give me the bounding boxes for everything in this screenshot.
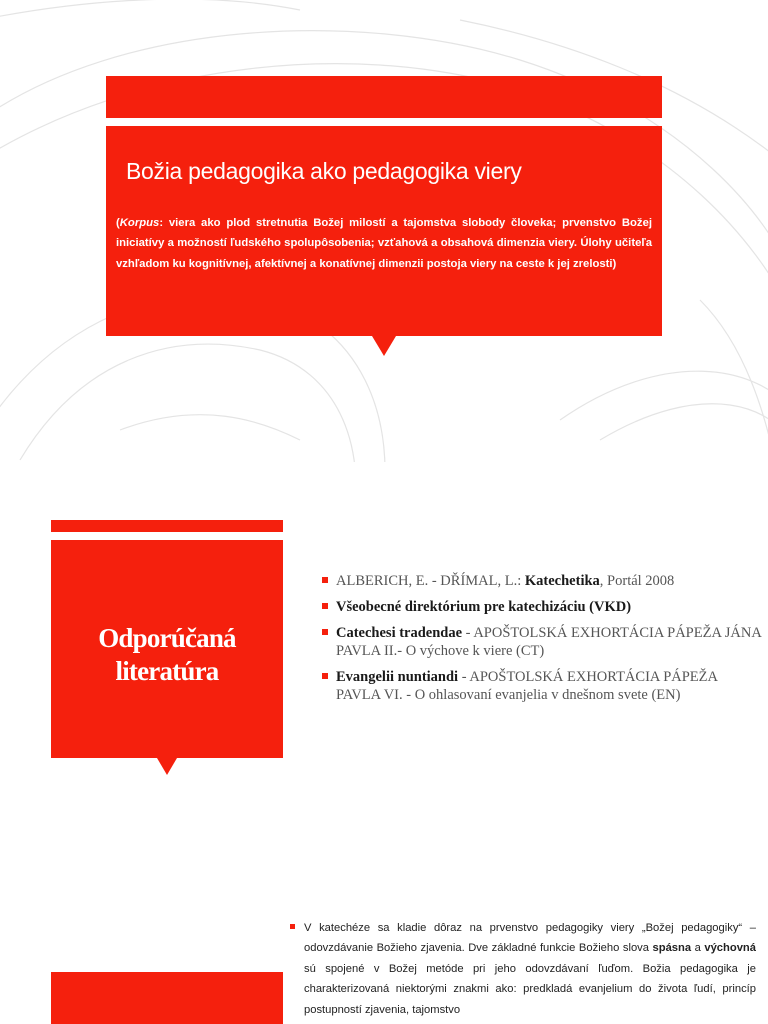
slide-title: Božia pedagogika ako pedagogika viery xyxy=(126,158,522,184)
list-item: ALBERICH, E. - DŘÍMAL, L.: Katechetika, Portál 2008 xyxy=(322,572,762,590)
slide-1 xyxy=(0,0,768,440)
corpus-label: Korpus xyxy=(119,217,160,229)
pointer-arrow-icon xyxy=(157,758,177,775)
recommended-literature-heading xyxy=(51,622,283,688)
title-bar-decoration xyxy=(106,76,662,118)
list-item: Catechesi tradendae - APOŠTOLSKÁ EXHORTÁCIA PÁPEŽA JÁNA PAVLA II.- O výchove k viere (CT) xyxy=(322,624,762,660)
bullet-icon xyxy=(322,629,328,635)
bullet-icon xyxy=(322,673,328,679)
list-item: V katechéze sa kladie dôraz na prvenstvo pedagogiky viery „Božej pedagogiky“ – odovzdávanie Božieho zjavenia. Dve základné funkcie Božieho slova spásna a výchovná sú spojené v Božej metóde pri jeho odovzdávaní ľuďom. Božia pedagogika je charakterizovaná niektorými znakmi ako: predkladá evanjelium do života ľudí, princíp postupností zjavenia, tajomstvo xyxy=(290,918,756,1020)
list-item: Všeobecné direktórium pre katechizáciu (VKD) xyxy=(322,598,762,616)
corpus-text: : viera ako plod stretnutia Božej milostí a tajomstva slobody človeka; prvenstvo Božej iniciatívy a možností ľudského spolupôsobenia; vzťahová a obsahová dimenzia viery. Úlohy učiteľa vzhľadom ku kognitívnej, afektívnej a konatívnej dimenzii postoja viery na ceste k jej zrelosti) xyxy=(116,217,652,270)
literature-list xyxy=(322,572,762,712)
pedagogy-text xyxy=(290,918,756,1020)
corpus-open-paren: ( xyxy=(116,217,120,229)
slide-3 xyxy=(0,860,768,1024)
bullet-icon xyxy=(322,577,328,583)
corpus-description xyxy=(116,213,652,274)
heading-bar-decoration xyxy=(51,520,283,532)
pointer-arrow-icon xyxy=(372,336,396,356)
heading-line-2: literatúra xyxy=(115,656,219,686)
bullet-icon xyxy=(290,924,295,929)
heading-line-1: Odporúčaná xyxy=(98,623,236,653)
slide-2 xyxy=(0,462,768,842)
list-item: Evangelii nuntiandi - APOŠTOLSKÁ EXHORTÁCIA PÁPEŽA PAVLA VI. - O ohlasovaní evanjelia v dnešnom svete (EN) xyxy=(322,668,762,704)
heading-bar-decoration xyxy=(51,1012,283,1024)
bullet-icon xyxy=(322,603,328,609)
